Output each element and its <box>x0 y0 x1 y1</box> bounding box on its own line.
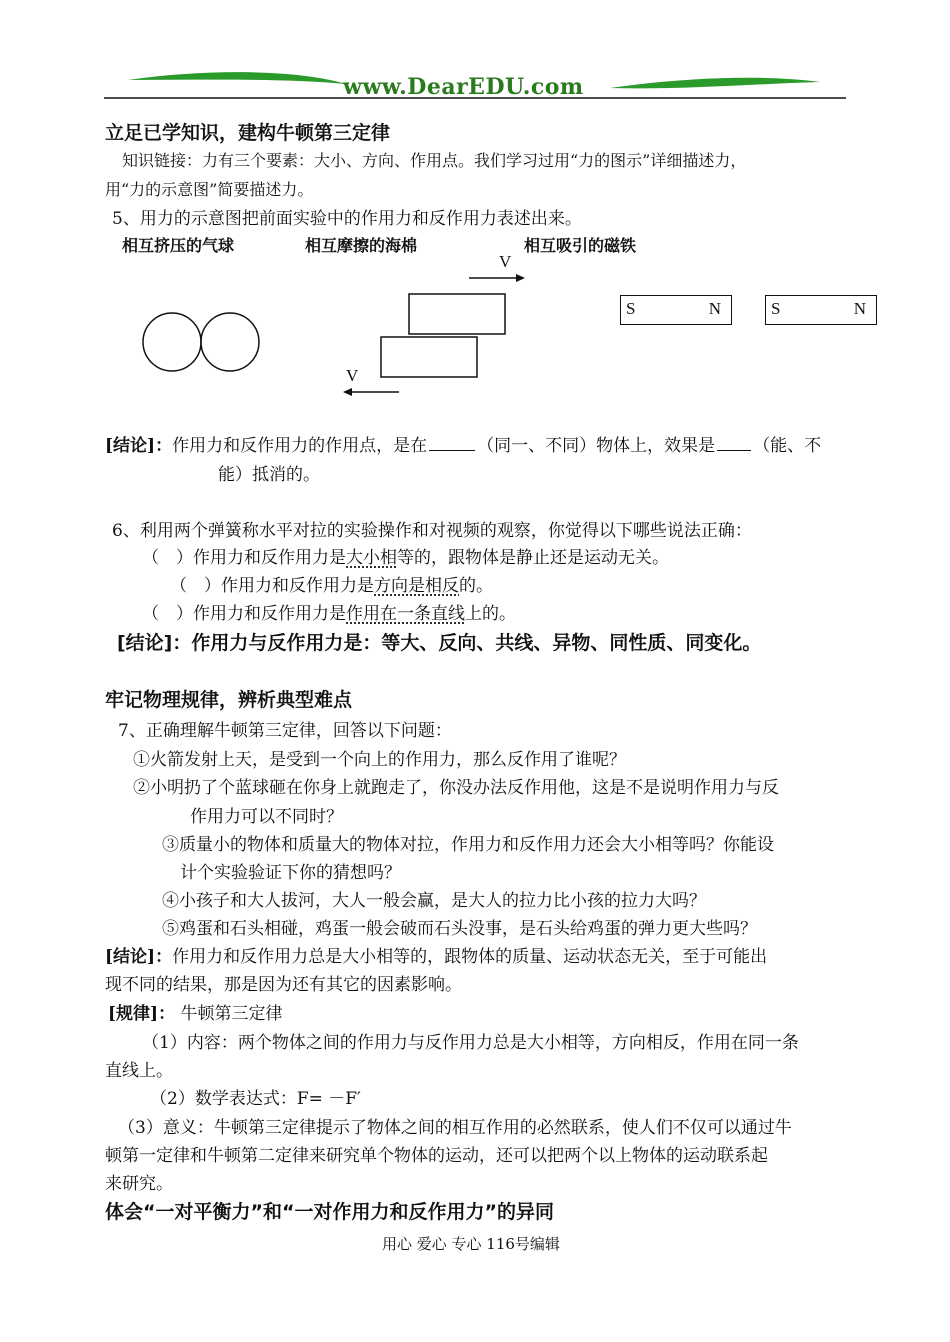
section1-title: 立足已学知识，建构牛顿第三定律 <box>105 122 391 144</box>
section3-title: 体会“一对平衡力”和“一对作用力和反作用力”的异同 <box>105 1201 554 1223</box>
magnet-1-s: S <box>626 299 636 318</box>
label-balloon: 相互挤压的气球 <box>122 236 235 255</box>
sponge-top <box>409 294 505 334</box>
left-swoosh <box>128 72 346 84</box>
q7-item4: ④小孩子和大人拔河，大人一般会赢，是大人的拉力比小孩的拉力大吗？ <box>162 891 706 911</box>
conclusion3-line2: 现不同的结果，那是因为还有其它的因素影响。 <box>105 975 462 995</box>
q7-item3-line1: ③质量小的物体和质量大的物体对拉，作用力和反作用力还会大小相等吗？你能设 <box>162 835 774 855</box>
law-heading <box>108 999 283 1024</box>
conclusion3-label: [结论]： <box>105 947 173 967</box>
q5-text: 5、用力的示意图把前面实验中的作用力和反作用力表述出来。 <box>112 209 582 229</box>
conclusion1-part1: 作用力和反作用力的作用点，是在 <box>172 436 428 456</box>
law-meaning-line1: （3）意义：牛顿第三定律提示了物体之间的相互作用的必然联系，使人们不仅可以通过牛 <box>118 1118 792 1138</box>
site-logo: www.DearEDU.com <box>343 74 584 100</box>
magnet-2 <box>765 295 877 325</box>
conclusion1-part3: （能、不 <box>753 436 822 456</box>
conclusion2: [结论]：作用力与反作用力是：等大、反向、共线、异物、同性质、同变化。 <box>117 632 762 654</box>
q7-text: 7、正确理解牛顿第三定律，回答以下问题： <box>118 721 452 741</box>
q7-item1: ①火箭发射上天，是受到一个向上的作用力，那么反作用了谁呢？ <box>133 750 626 770</box>
q7-item5: ⑤鸡蛋和石头相碰，鸡蛋一般会破而石头没事，是石头给鸡蛋的弹力更大些吗？ <box>162 919 757 939</box>
q7-item2-line1: ②小明扔了个蓝球砸在你身上就跑走了，你没办法反作用他，这是不是说明作用力与反 <box>133 778 779 798</box>
law-meaning-line2: 顿第一定律和牛顿第二定律来研究单个物体的运动，还可以把两个以上物体的运动联系起 <box>105 1146 768 1166</box>
q6-text: 6、利用两个弹簧称水平对拉的实验操作和对视频的观察，你觉得以下哪些说法正确： <box>112 521 752 541</box>
v-label-bottom: V <box>346 366 359 385</box>
q6-option3-post: 上的。 <box>465 604 516 624</box>
arrow-top-head <box>516 274 525 282</box>
magnet-1 <box>620 295 732 325</box>
knowledge-line1: 知识链接：力有三个要素：大小、方向、作用点。我们学习过用“力的图示”详细描述力， <box>122 151 747 170</box>
magnet-2-n: N <box>853 299 866 318</box>
law-meaning-line3: 来研究。 <box>105 1174 173 1194</box>
law-formula: （2）数学表达式：F= －F′ <box>150 1089 361 1109</box>
section2-title: 牢记物理规律，辨析典型难点 <box>105 689 353 711</box>
conclusion1-line1 <box>105 431 821 456</box>
footer-text: 用心 爱心 专心 116号编辑 <box>382 1235 560 1253</box>
right-swoosh <box>610 78 820 89</box>
magnet-1-n: N <box>708 299 721 318</box>
conclusion1-label: [结论]： <box>105 436 173 456</box>
q6-option2 <box>170 571 493 596</box>
q6-option2-pre: （ ）作用力和反作用力是 <box>170 576 374 596</box>
blank-2[interactable] <box>717 449 751 451</box>
q6-option1-key: 大小相 <box>346 548 397 568</box>
conclusion1-line2: 能）抵消的。 <box>218 465 320 485</box>
law-content-line2: 直线上。 <box>105 1061 173 1081</box>
label-sponge: 相互摩擦的海棉 <box>305 236 418 255</box>
law-label: [规律]： <box>108 1004 176 1024</box>
law-content-line1: （1）内容：两个物体之间的作用力与反作用力总是大小相等，方向相反，作用在同一条 <box>142 1033 799 1053</box>
q6-option1 <box>142 543 669 568</box>
q6-option3-pre: （ ）作用力和反作用力是 <box>142 604 346 624</box>
knowledge-line2: 用“力的示意图”简要描述力。 <box>105 180 314 199</box>
conclusion3-line1 <box>105 942 767 967</box>
sponge-bottom <box>381 337 477 377</box>
conclusion3-text1: 作用力和反作用力总是大小相等的，跟物体的质量、运动状态无关，至于可能出 <box>172 947 768 967</box>
label-magnet: 相互吸引的磁铁 <box>524 236 637 255</box>
q6-option2-post: 的。 <box>459 576 493 596</box>
q6-option1-post: 等的，跟物体是静止还是运动无关。 <box>397 548 669 568</box>
q6-option2-key: 方向是相反 <box>374 576 459 596</box>
balloons-figure <box>140 310 265 375</box>
v-label-top: V <box>499 252 512 271</box>
magnet-2-s: S <box>771 299 781 318</box>
arrow-bottom-head <box>343 388 352 396</box>
q6-option1-pre: （ ）作用力和反作用力是 <box>142 548 346 568</box>
law-name: 牛顿第三定律 <box>180 1004 283 1024</box>
conclusion1-part2: （同一、不同）物体上，效果是 <box>477 436 716 456</box>
balloon-left <box>143 313 201 371</box>
q6-option3-key: 作用在一条直线 <box>346 604 465 624</box>
q7-item3-line2: 计个实验验证下你的猜想吗？ <box>180 863 401 883</box>
blank-1[interactable] <box>429 449 475 451</box>
sponges-figure <box>335 260 535 405</box>
q7-item2-line2: 作用力可以不同时？ <box>190 807 343 827</box>
balloon-right <box>201 313 259 371</box>
q6-option3 <box>142 599 516 624</box>
